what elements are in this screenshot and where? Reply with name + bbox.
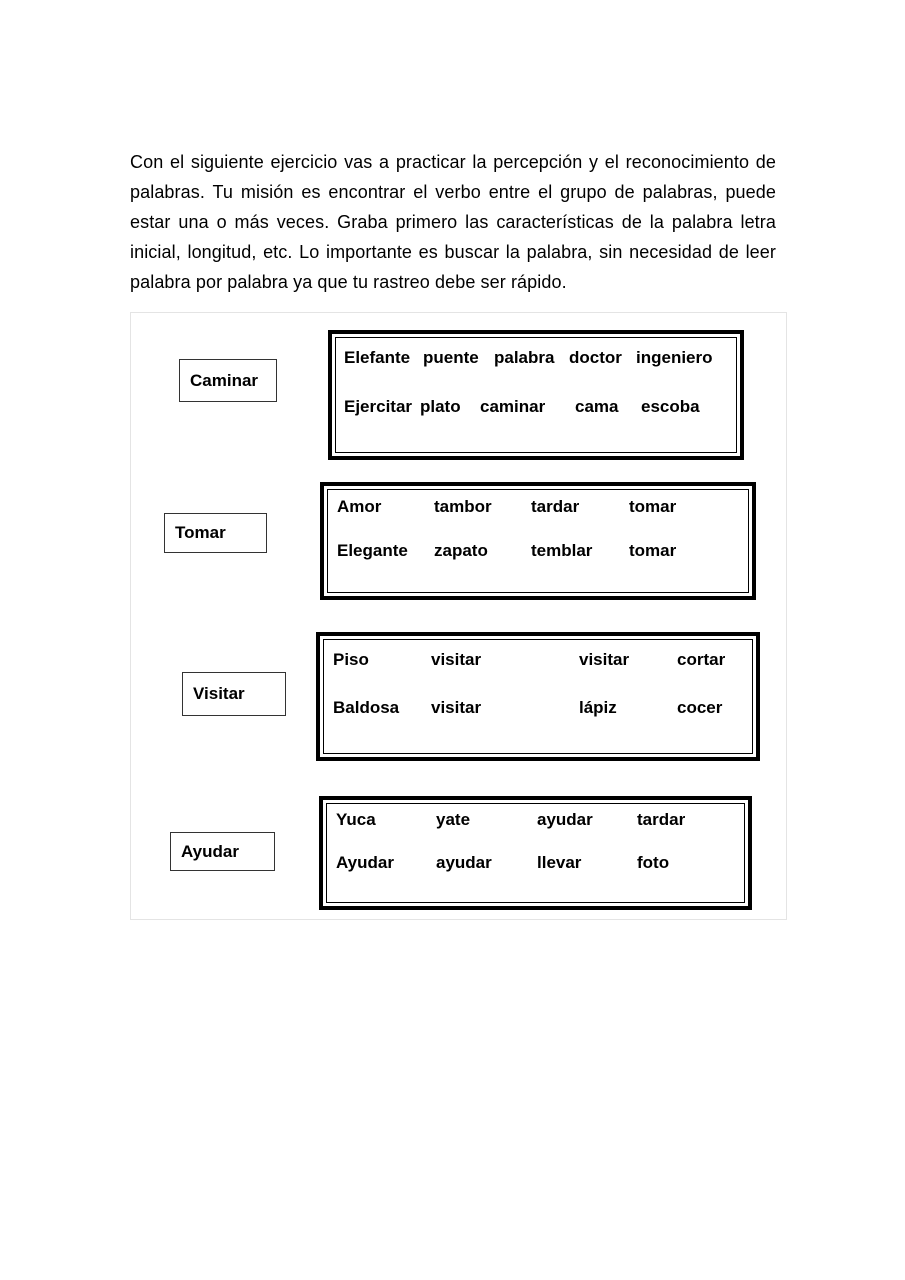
- word-item: lápiz: [579, 698, 617, 717]
- word-item: zapato: [434, 541, 488, 560]
- word-item: tardar: [531, 497, 580, 516]
- word-item: foto: [637, 853, 670, 872]
- word-item: llevar: [537, 853, 582, 872]
- target-word: Caminar: [190, 370, 259, 390]
- word-item: cocer: [677, 698, 723, 717]
- word-item: Elefante: [344, 348, 411, 367]
- target-word: Tomar: [175, 523, 226, 542]
- word-item: Amor: [337, 497, 382, 516]
- word-item: ayudar: [436, 853, 492, 872]
- target-word: Visitar: [193, 684, 245, 703]
- word-item: temblar: [531, 541, 593, 560]
- word-item: puente: [423, 348, 479, 367]
- word-item: ayudar: [537, 810, 593, 829]
- target-word: Ayudar: [181, 841, 239, 861]
- target-word-box: [182, 672, 286, 716]
- word-item: Ayudar: [336, 853, 394, 872]
- exercise-figure: [130, 312, 787, 920]
- word-item: visitar: [579, 650, 630, 669]
- word-item: visitar: [431, 698, 482, 717]
- instructions-paragraph: Con el siguiente ejercicio vas a practicar la percepción y el reconocimiento de palabras. Tu misión es encontrar el verbo entre el grupo de palabras, puede estar una o más veces. Graba primero las características de la palabra letra inicial, longitud, etc. Lo importante es buscar la palabra, sin necesidad de leer palabra por palabra ya que tu rastreo debe ser rápido.: [130, 152, 776, 292]
- word-item: Piso: [333, 650, 369, 669]
- word-item: tomar: [629, 497, 677, 516]
- word-item: cortar: [677, 650, 726, 669]
- word-item: Yuca: [336, 810, 376, 829]
- target-word-box: [164, 513, 267, 553]
- word-item: plato: [420, 397, 461, 416]
- target-word-box: [170, 832, 275, 871]
- word-item: palabra: [494, 348, 555, 367]
- word-item: Baldosa: [333, 698, 400, 717]
- word-item: escoba: [641, 397, 700, 416]
- word-item: Ejercitar: [344, 397, 413, 416]
- word-item: doctor: [569, 348, 622, 367]
- word-item: yate: [436, 810, 471, 829]
- target-word-box: [179, 359, 277, 402]
- word-item: cama: [575, 397, 619, 416]
- word-item: caminar: [480, 397, 546, 416]
- word-item: Elegante: [337, 541, 408, 560]
- word-item: ingeniero: [636, 348, 713, 367]
- word-item: visitar: [431, 650, 482, 669]
- word-item: tambor: [434, 497, 492, 516]
- word-item: tardar: [637, 810, 686, 829]
- word-item: tomar: [629, 541, 677, 560]
